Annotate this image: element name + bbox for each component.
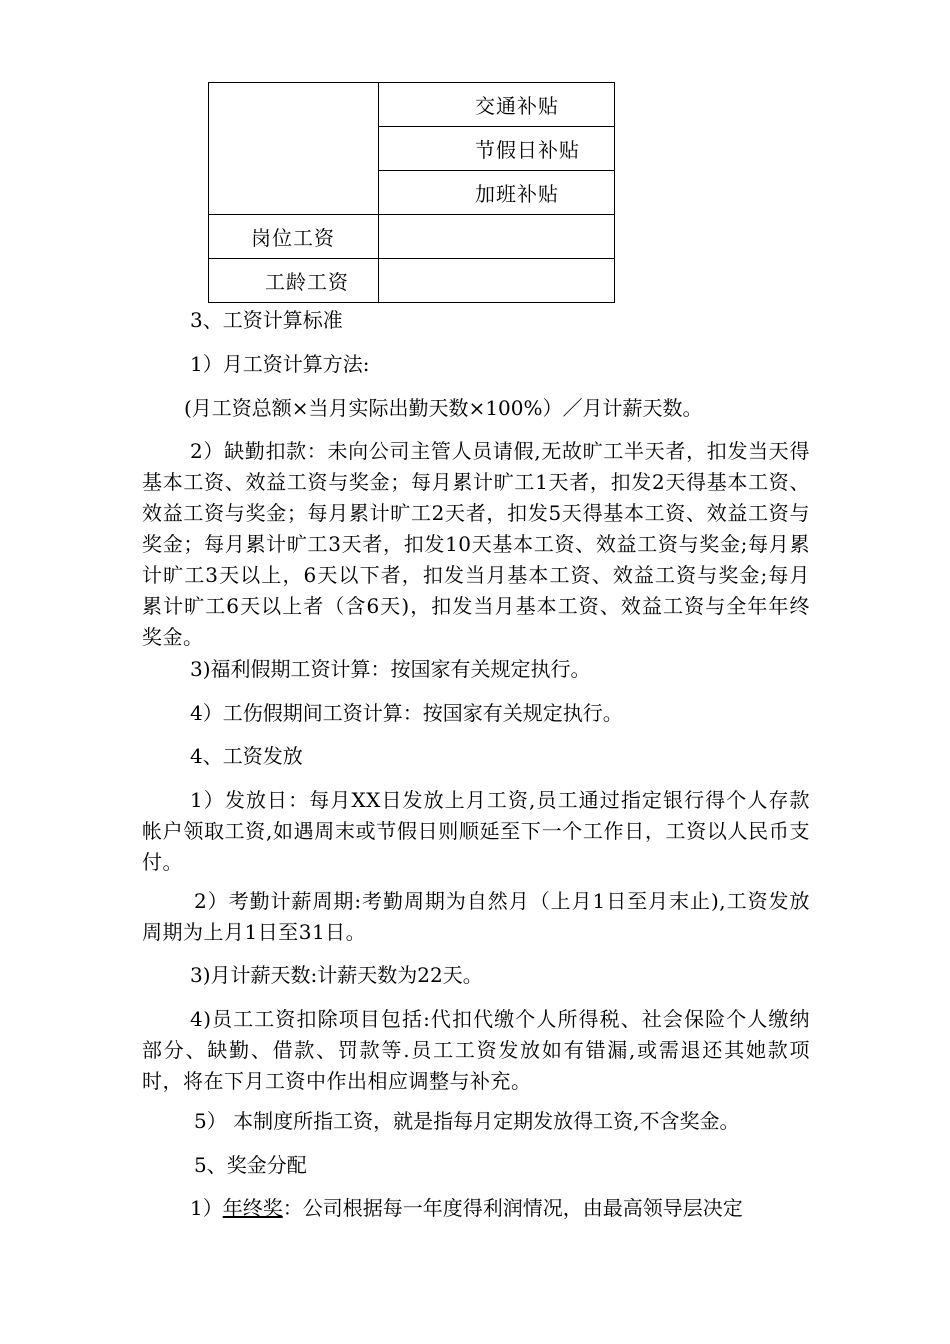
section-5-heading: 5、奖金分配: [194, 1153, 307, 1177]
s3-item3: 3)福利假期工资计算：按国家有关规定执行。: [190, 657, 591, 681]
table-cell-transport-subsidy: 交通补贴: [379, 83, 615, 127]
table-cell-position-salary: 岗位工资: [209, 215, 379, 259]
table-cell-holiday-subsidy: 节假日补贴: [379, 127, 615, 171]
s5-item1-text: ：公司根据每一年度得利润情况，由最高领导层决定: [282, 1196, 743, 1220]
s5-item1-num: 1）: [190, 1196, 223, 1220]
table-cell-merged: [209, 83, 379, 215]
year-end-bonus-term: 年终奖: [222, 1196, 283, 1220]
s4-item4-deductions: 4)员工工资扣除项目包括:代扣代缴个人所得税、社会保险个人缴纳部分、缺勤、借款、罚款等.员工工资发放如有错漏,或需退还其她款项时，将在下月工资中作出相应调整与补充。: [142, 1007, 810, 1093]
s3-item1-formula: (月工资总额×当月实际出勤天数×100%）／月计薪天数。: [184, 396, 703, 420]
table-row: [209, 259, 615, 303]
table-cell-empty: [379, 215, 615, 259]
s3-item4: 4）工伤假期间工资计算：按国家有关规定执行。: [190, 701, 623, 725]
table-cell-empty: [379, 259, 615, 303]
s4-item5: 5） 本制度所指工资，就是指每月定期发放得工资,不含奖金。: [194, 1109, 740, 1133]
s5-item1: [142, 1193, 858, 1224]
table-row: [209, 83, 615, 127]
s3-item1-title: 1）月工资计算方法:: [190, 352, 370, 376]
salary-structure-table: [208, 82, 615, 303]
table-cell-seniority-salary: 工龄工资: [209, 259, 379, 303]
s4-item1-payday: 1）发放日：每月XX日发放上月工资,员工通过指定银行得个人存款帐户领取工资,如遇周末或节假日则顺延至下一个工作日，工资以人民币支付。: [142, 788, 810, 874]
table-row: [209, 215, 615, 259]
s3-item2-absence-deduction: 2）缺勤扣款：未向公司主管人员请假,无故旷工半天者，扣发当天得基本工资、效益工资与奖金；每月累计旷工1天者，扣发2天得基本工资、效益工资与奖金；每月累计旷工2天者，扣发5天得基本工资、效益工资与奖金；每月累计旷工3天者，扣发10天基本工资、效益工资与奖金;每月累计旷工3天以上，6天以下者，扣发当月基本工资、效益工资与奖金;每月累计旷工6天以上者（含6天)，扣发当月基本工资、效益工资与全年年终奖金。: [142, 439, 810, 649]
section-3-heading: 3、工资计算标准: [190, 308, 343, 332]
s4-item3: 3)月计薪天数:计薪天数为22天。: [190, 963, 483, 987]
table-cell-overtime-subsidy: 加班补贴: [379, 171, 615, 215]
section-4-heading: 4、工资发放: [190, 744, 303, 768]
s4-item2-pay-period: 2）考勤计薪周期:考勤周期为自然月（上月1日至月末止),工资发放周期为上月1日至31日。: [142, 889, 810, 944]
